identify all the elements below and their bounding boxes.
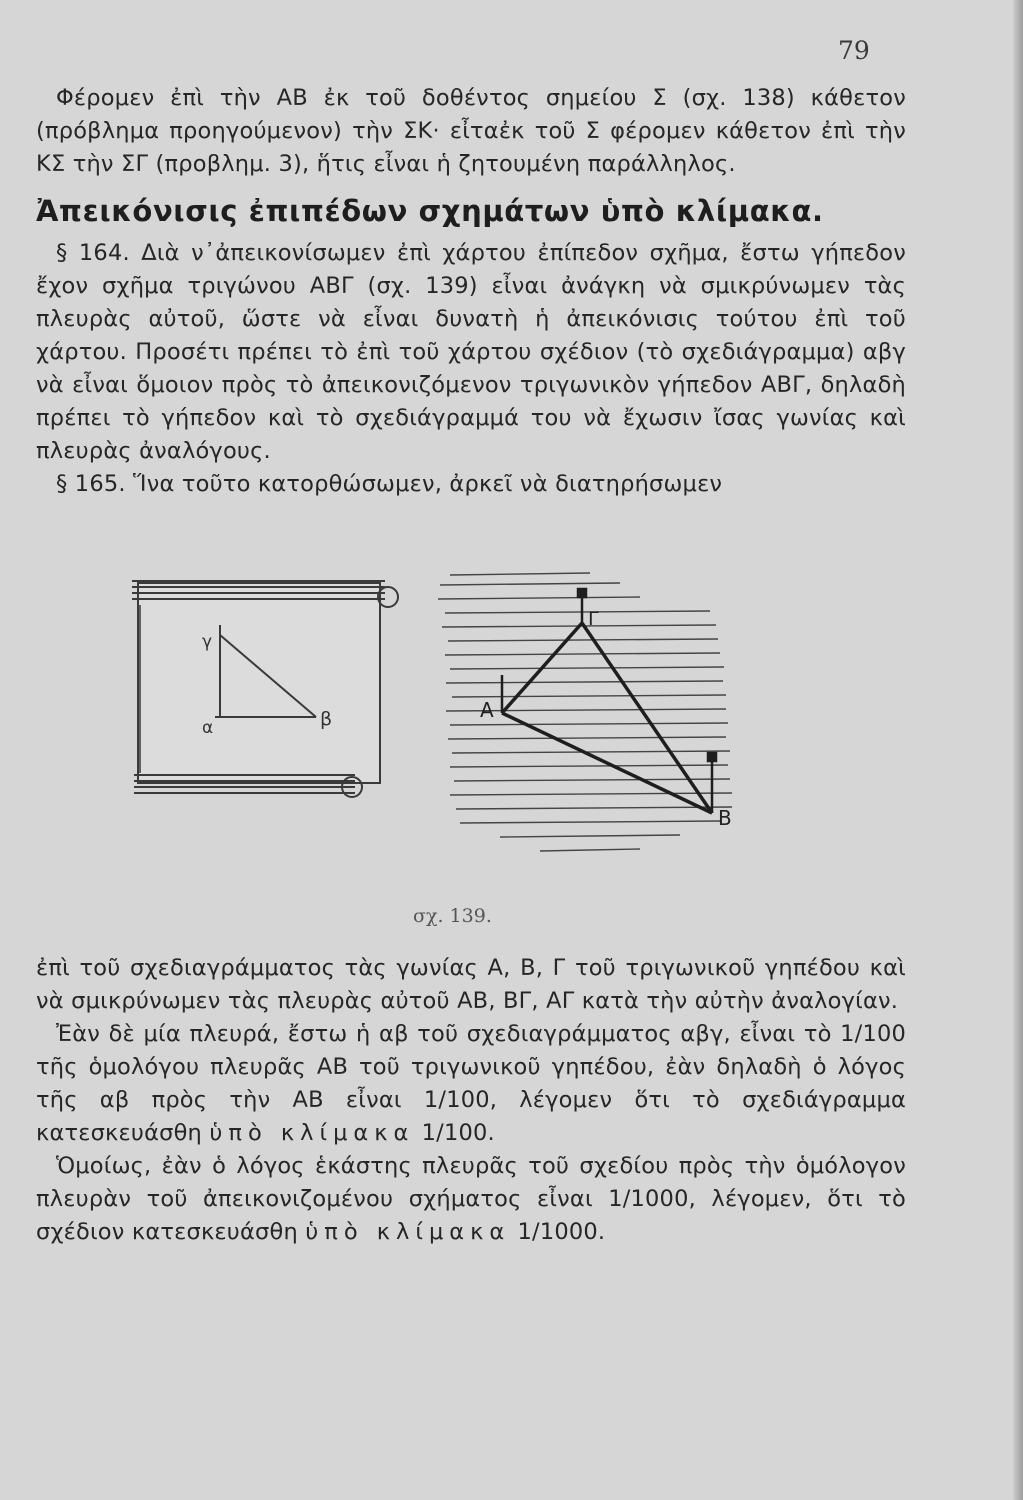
- paragraph-164: § 164. Διὰ ν᾽ἀπεικονίσωμεν ἐπὶ χάρτου ἐπίπεδον σχῆμα, ἔστω γήπεδον ἔχον σχῆμα τριγώνου ΑΒΓ (σχ. 139) εἶναι ἀνάγκη νὰ σμικρύνωμεν τὰς πλευρὰς αὐτοῦ, ὥστε νὰ εἶναι δυνατὴ ἡ ἀπεικόνισις τούτου ἐπὶ τοῦ χάρτου. Προσέτι πρέπει τὸ ἐπὶ τοῦ χάρτου σχέδιον (τὸ σχεδιάγραμμα) αβγ νὰ εἶναι ὅμοιον πρὸς τὸ ἀπεικονιζόμενον τριγωνικὸν γήπεδον ΑΒΓ, δηλαδὴ πρέπει τὸ γήπεδον καὶ τὸ σχεδιάγραμμά του νὰ ἔχωσιν ἴσας γωνίας καὶ πλευρὰς ἀναλόγους.: [36, 240, 906, 464]
- scale-100-value: 1/100.: [421, 1120, 495, 1146]
- field-triangle: [502, 623, 712, 813]
- scale-100-text: Ἐὰν δὲ μία πλευρά, ἔστω ἡ αβ τοῦ σχεδιαγράμματος αβγ, εἶναι τὸ 1/100 τῆς ὁμολόγου πλευρᾶς ΑΒ τοῦ τριγωνικοῦ γηπέδου, ἐὰν δηλαδὴ ὁ λόγος τῆς αβ πρὸς τὴν ΑΒ εἶναι 1/100, λέγομεν ὅτι τὸ σχεδιάγραμμα κατεσκευάσθη: [36, 1021, 906, 1146]
- page-edge: [1013, 0, 1023, 1500]
- paper-label-alpha: α: [202, 718, 214, 738]
- field-label-beta: Β: [718, 806, 732, 830]
- paper-label-gamma: γ: [202, 632, 213, 652]
- top-paragraph: Φέρομεν ἐπὶ τὴν ΑΒ ἐκ τοῦ δοθέντος σημείου Σ (σχ. 138) κάθετον (πρόβλημα προηγούμενον) τὴν ΣΚ· εἶταἐκ τοῦ Σ φέρομεν κάθετον ἐπὶ τὴν ΚΣ τὴν ΣΓ (προβλημ. 3), ἥτις εἶναι ἡ ζητουμένη παράλληλος.: [36, 85, 906, 177]
- scale-100-spaced-word: ὑπὸ κλίμακα: [209, 1120, 415, 1146]
- page-number: 79: [838, 36, 870, 65]
- figure-139: [120, 555, 920, 915]
- scale-1000-spaced-word: ὑπὸ κλίμακα: [305, 1219, 511, 1245]
- field-label-alpha: Α: [480, 698, 494, 722]
- text-block-bottom: [36, 952, 906, 1249]
- paragraph-165-start: § 165. Ἵνα τοῦτο κατορθώσωμεν, ἀρκεῖ νὰ διατηρήσωμεν: [56, 471, 723, 497]
- scale-1000-value: 1/1000.: [517, 1219, 606, 1245]
- figure-drawing: [120, 555, 920, 905]
- paragraph-after-figure: ἐπὶ τοῦ σχεδιαγράμματος τὰς γωνίας Α, Β, Γ τοῦ τριγωνικοῦ γηπέδου καὶ νὰ σμικρύνωμεν τὰς πλευρὰς αὐτοῦ ΑΒ, ΒΓ, ΑΓ κατὰ τὴν αὐτὴν ἀναλογίαν.: [36, 955, 906, 1014]
- paper-scroll: [132, 581, 398, 797]
- field-label-gamma: Γ: [588, 608, 599, 630]
- section-heading: Ἀπεικόνισις ἐπιπέδων σχημάτων ὑπὸ κλίμακα.: [36, 194, 824, 228]
- paper-label-beta: β: [320, 708, 333, 730]
- paragraph-scale-1000: [36, 1150, 906, 1249]
- text-block-top: [36, 82, 906, 501]
- scale-1000-text: Ὁμοίως, ἐὰν ὁ λόγος ἑκάστης πλευρᾶς τοῦ σχεδίου πρὸς τὴν ὁμόλογον πλευρὰν τοῦ ἀπεικονιζομένου σχήματος εἶναι 1/1000, λέγομεν, ὅτι τὸ σχέδιον κατεσκευάσθη: [36, 1153, 906, 1245]
- paragraph-scale-100: [36, 1018, 906, 1150]
- figure-caption: σχ. 139.: [413, 905, 492, 927]
